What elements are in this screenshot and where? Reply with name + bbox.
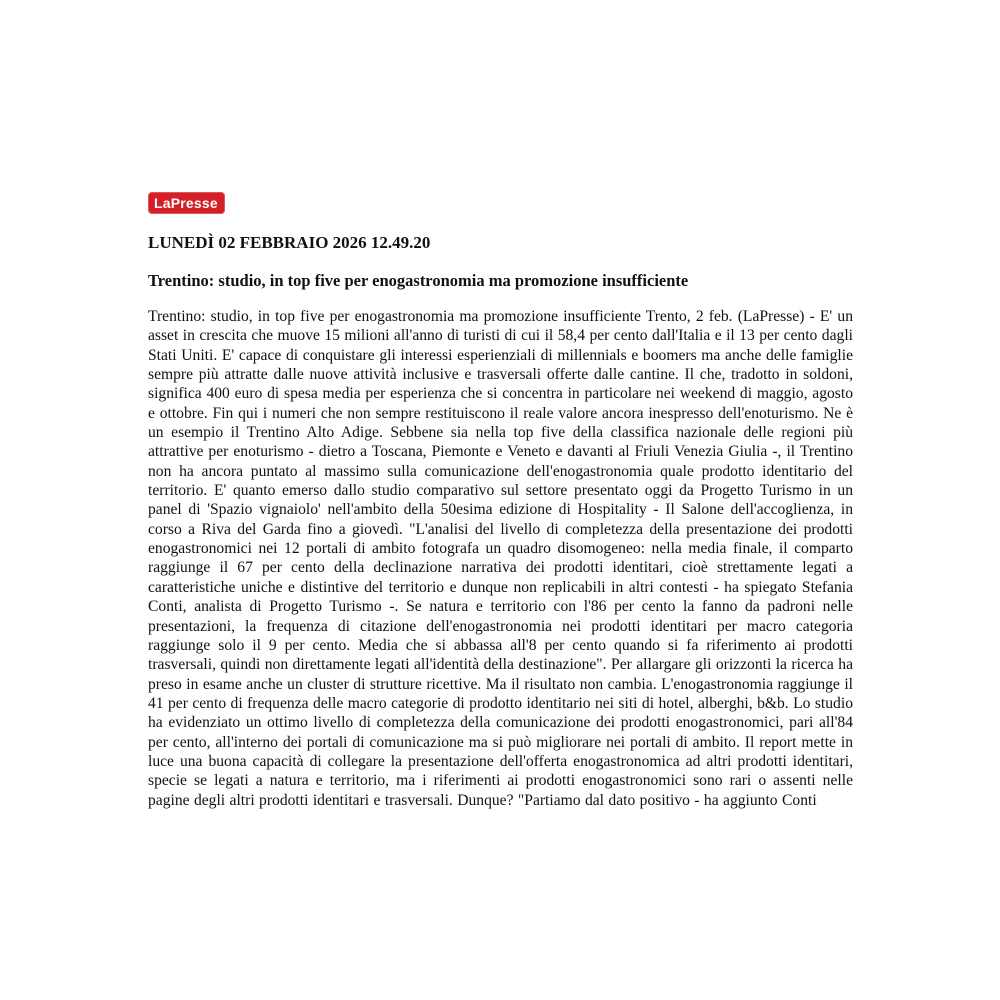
article-body: Trentino: studio, in top five per enogastronomia ma promozione insufficiente Trento, 2 feb. (LaPresse) - E' un asset in crescita che muove 15 milioni all'anno di turisti di cui il 58,4 per cento dall'Italia e il 13 per cento dagli Stati Uniti. E' capace di conquistare gli interessi esperienziali di millennials e boomers ma anche delle famiglie sempre più attratte dalle nuove attività inclusive e trasversali offerte dalle cantine. Il che, tradotto in soldoni, significa 400 euro di spesa media per esperienza che si concentra in particolare nei weekend di maggio, agosto e ottobre. Fin qui i numeri che non sempre restituiscono il reale valore ancora inespresso dell'enoturismo. Ne è un esempio il Trentino Alto Adige. Sebbene sia nella top five della classifica nazionale delle regioni più attrattive per enoturismo - dietro a Toscana, Piemonte e Veneto e davanti al Friuli Venezia Giulia -, il Trentino non ha ancora puntato al massimo sulla comunicazione dell'enogastronomia quale prodotto identitario del territorio. E' quanto emerso dallo studio comparativo sul settore presentato oggi da Progetto Turismo in un panel di 'Spazio vignaiolo' nell'ambito della 50esima edizione di Hospitality - Il Salone dell'accoglienza, in corso a Riva del Garda fino a giovedì. "L'analisi del livello di completezza della presentazione dei prodotti enogastronomici nei 12 portali di ambito fotografa un quadro disomogeneo: nella media finale, il comparto raggiunge il 67 per cento della declinazione narrativa dei prodotti identitari, cioè strettamente legati a caratteristiche uniche e distintive del territorio e dunque non replicabili in altri contesti - ha spiegato Stefania Conti, analista di Progetto Turismo -. Se natura e territorio con l'86 per cento la fanno da padroni nelle presentazioni, la frequenza di citazione dell'enogastronomia nei prodotti identitari per macro categoria raggiunge solo il 9 per cento. Media che si abbassa all'8 per cento quando si fa riferimento ai prodotti trasversali, quindi non direttamente legati all'identità della destinazione". Per allargare gli orizzonti la ricerca ha preso in esame anche un cluster di strutture ricettive. Ma il risultato non cambia. L'enogastronomia raggiunge il 41 per cento di frequenza delle macro categorie di prodotto identitario nei siti di hotel, alberghi, b&b. Lo studio ha evidenziato un ottimo livello di completezza della comunicazione dei prodotti enogastronomici, pari all'84 per cento, all'interno dei portali di comunicazione ma si può migliorare nei portali di ambito. Il report mette in luce una buona capacità di collegare la presentazione dell'offerta enogastronomica ad altri prodotti identitari, specie se legati a natura e territorio, ma i riferimenti ai prodotti enogastronomici sono rari o assenti nelle pagine degli altri prodotti identitari e trasversali. Dunque? "Partiamo dal dato positivo - ha aggiunto Conti [148,308,853,809]
article-headline: Trentino: studio, in top five per enogastronomia ma promozione insufficiente [148,271,689,290]
lapresse-logo-text: LaPresse [154,195,218,211]
lapresse-logo [148,192,225,214]
dateline: LUNEDÌ 02 FEBBRAIO 2026 12.49.20 [148,233,431,252]
article-page [148,192,853,810]
